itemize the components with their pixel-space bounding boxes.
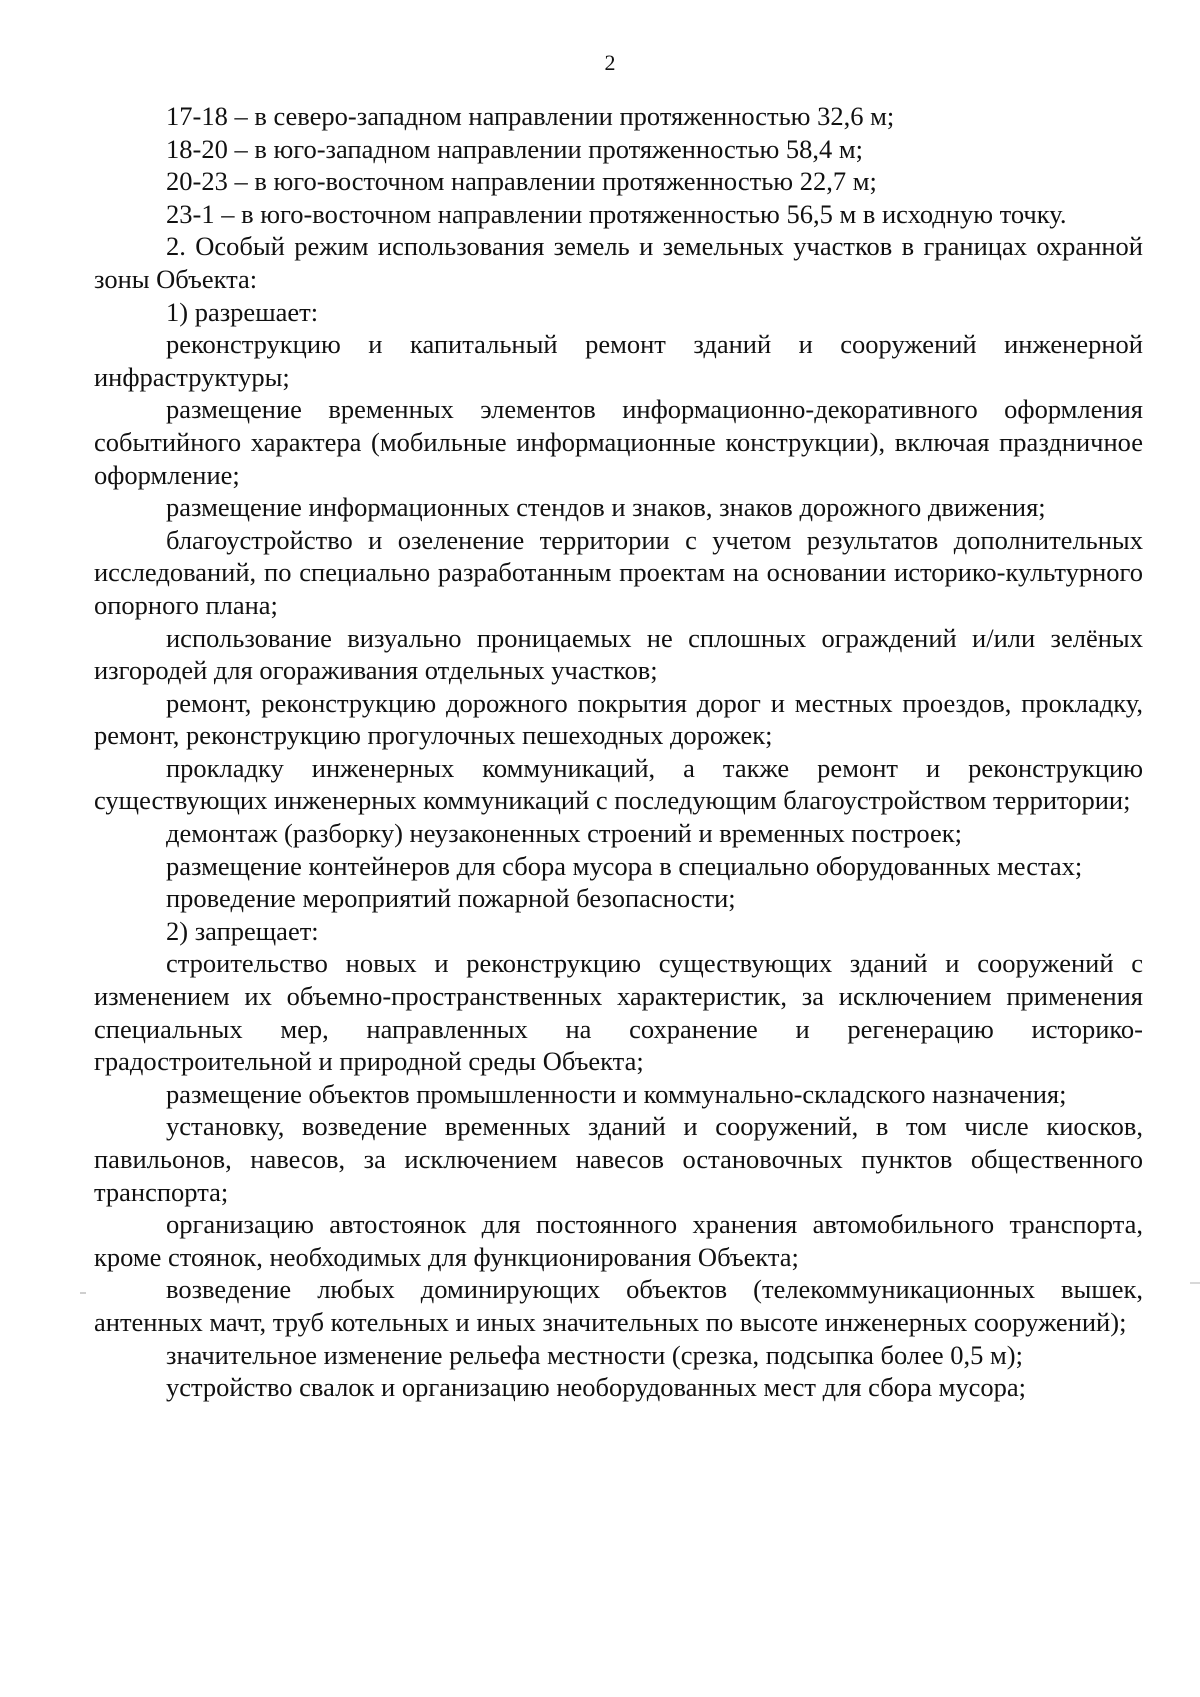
paragraph-special-regime: 2. Особый режим использования земель и земельных участков в границах охранной зоны Объекта: — [94, 231, 1143, 294]
list-item: размещение контейнеров для сбора мусора в специально оборудованных местах; — [166, 850, 1083, 881]
scan-mark — [1190, 1282, 1200, 1284]
list-item: установку, возведение временных зданий и сооружений, в том числе киосков, павильонов, навесов, за исключением навесов остановочных пунктов общественного транспорта; — [94, 1111, 1143, 1207]
list-item: реконструкцию и капитальный ремонт зданий и сооружений инженерной инфраструктуры; — [94, 329, 1143, 392]
list-item: организацию автостоянок для постоянного хранения автомобильного транспорта, кроме стоянок, необходимых для функционирования Объекта; — [94, 1209, 1143, 1272]
paragraph-boundary-18-20: 18-20 – в юго-западном направлении протяженностью 58,4 м; — [166, 133, 864, 164]
list-item: устройство свалок и организацию необорудованных мест для сбора мусора; — [166, 1372, 1027, 1403]
list-item: строительство новых и реконструкцию существующих зданий и сооружений с изменением их объемно-пространственных характеристик, за исключением применения специальных мер, направленных на сохранение и регенерацию историко-градостроительной и природной среды Объекта; — [94, 948, 1143, 1077]
document-body — [94, 100, 1143, 1404]
list-item: размещение объектов промышленности и коммунально-складского назначения; — [166, 1078, 1067, 1109]
scan-mark — [80, 1292, 86, 1294]
list-item: возведение любых доминирующих объектов (телекоммуникационных вышек, антенных мачт, труб котельных и иных значительных по высоте инженерных сооружений); — [94, 1274, 1143, 1337]
paragraph-boundary-23-1: 23-1 – в юго-восточном направлении протяженностью 56,5 м в исходную точку. — [166, 198, 1067, 229]
list-item: использование визуально проницаемых не сплошных ограждений и/или зелёных изгородей для огораживания отдельных участков; — [94, 622, 1143, 686]
paragraph-prohibits-heading: 2) запрещает: — [166, 915, 319, 946]
paragraph-allows-heading: 1) разрешает: — [166, 296, 319, 327]
list-item: прокладку инженерных коммуникаций, а также ремонт и реконструкцию существующих инженерных коммуникаций с последующим благоустройством территории; — [94, 752, 1143, 816]
page-number: 2 — [604, 50, 616, 75]
list-item: размещение временных элементов информационно-декоративного оформления событийного характера (мобильные информационные конструкции), включая праздничное оформление; — [94, 394, 1143, 490]
list-item: благоустройство и озеленение территории с учетом результатов дополнительных исследований, по специально разработанным проектам на основании историко-культурного опорного плана; — [94, 524, 1143, 620]
paragraph-boundary-20-23: 20-23 – в юго-восточном направлении протяженностью 22,7 м; — [166, 166, 877, 197]
list-item: размещение информационных стендов и знаков, знаков дорожного движения; — [166, 492, 1046, 523]
list-item: значительное изменение рельефа местности (срезка, подсыпка более 0,5 м); — [166, 1339, 1023, 1370]
list-item: ремонт, реконструкцию дорожного покрытия дорог и местных проездов, прокладку, ремонт, реконструкцию прогулочных пешеходных дорожек; — [94, 687, 1143, 751]
paragraph-boundary-17-18: 17-18 – в северо-западном направлении протяженностью 32,6 м; — [166, 101, 895, 131]
list-item: демонтаж (разборку) неузаконенных строений и временных построек; — [166, 818, 962, 849]
list-item: проведение мероприятий пожарной безопасности; — [166, 883, 736, 914]
